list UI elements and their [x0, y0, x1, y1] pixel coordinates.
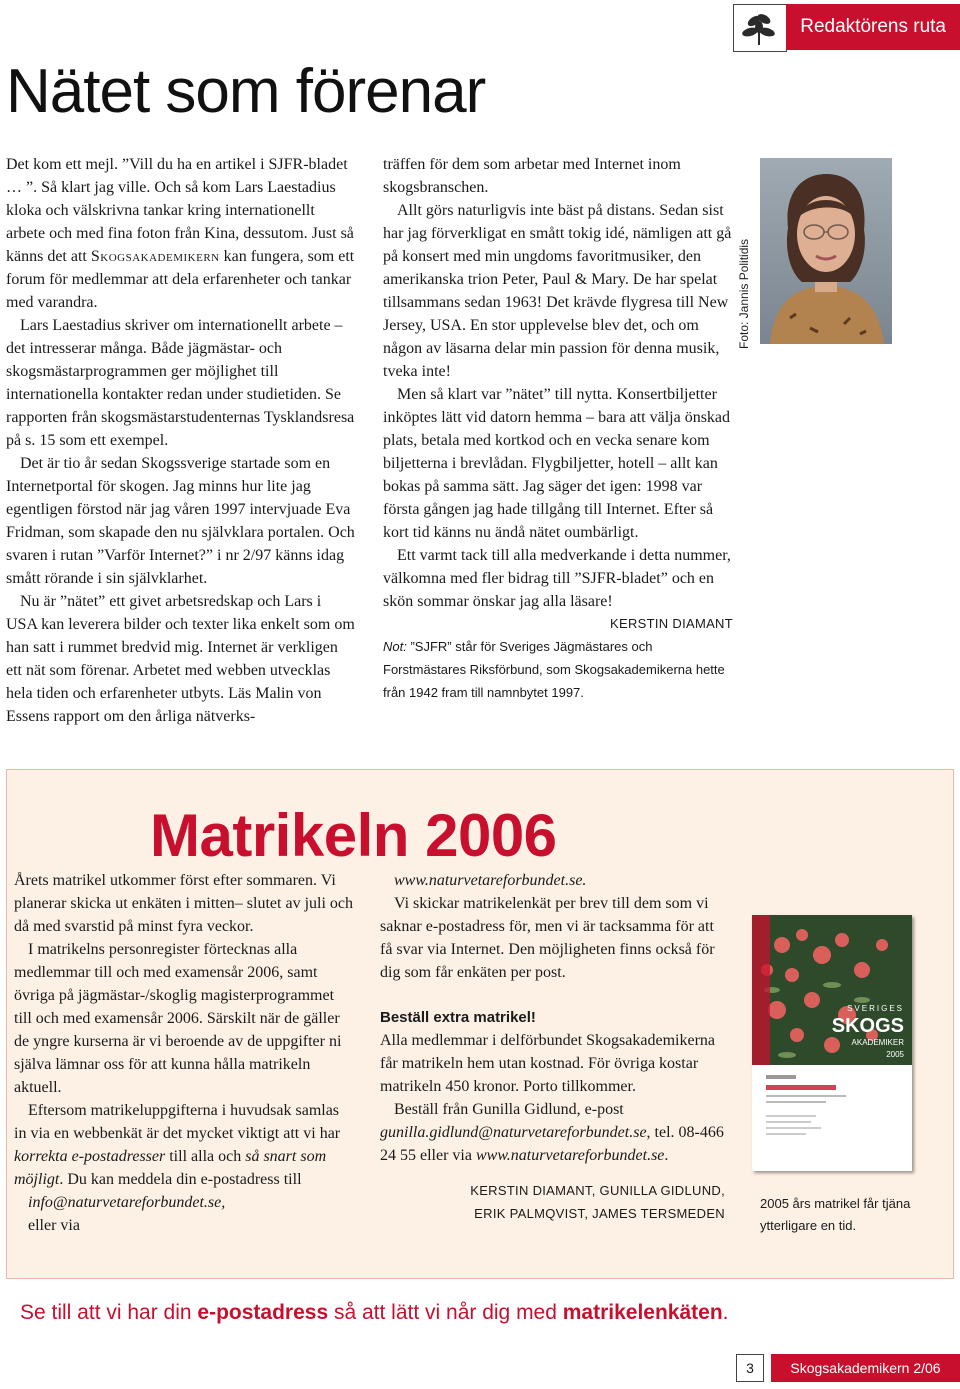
- cover-text-4: 2005: [886, 1050, 904, 1059]
- photo-credit-text: Foto: Jannis Politidis: [737, 238, 751, 349]
- footnote-text: ”SJFR” står för Sveriges Jägmästares och Forstmästares Riksförbund, som Skogsakademikerna hette från 1942 fram till namnbytet 1997.: [383, 639, 725, 700]
- matrikel-paragraph: [14, 1099, 354, 1191]
- text-run: . Du kan meddela din e-postadress till: [59, 1171, 302, 1188]
- text-run: så att lätt vi når dig med: [328, 1301, 563, 1324]
- matrikel-signature: [380, 1179, 725, 1225]
- cover-text-3: AKADEMIKER: [851, 1038, 904, 1047]
- text-run: Beställ från Gunilla Gidlund, e-post: [394, 1101, 624, 1118]
- cover-text-1: SVERIGES: [847, 1004, 904, 1013]
- publication-footer: Skogsakademikern 2/06: [771, 1354, 960, 1382]
- publication-name: Skogsakademikern: [90, 248, 220, 265]
- article-paragraph: Allt görs naturligvis inte bäst på distans. Sedan sist har jag förverkligat en smått tokig idé, nämligen att gå på konsert med min ungdoms favoritmusiker, den amerikanska trion Peter, Paul & Mary. De har spelat tillsammans sedan 1963! Det krävde flygresa till New Jersey, USA. En stor upplevelse blev det, och om någon av läsarna delar min passion för denna musik, tveka inte!: [383, 202, 732, 380]
- photo-credit: [736, 238, 752, 350]
- section-label: Redaktörens ruta: [786, 4, 960, 50]
- text-run: .: [722, 1301, 729, 1324]
- matrikel-cover: [752, 915, 912, 1171]
- matrikel-column-2: [380, 869, 725, 1225]
- footnote: [383, 635, 733, 704]
- matrikel-paragraph: I matrikelns personregister förtecknas alla medlemmar till och med examensår 2006, samt övriga på jägmästar-/skoglig magisterprogrammet till och med examensår 2006. Särskilt när de gäller de yngre kurserna är vi beroende av de uppgifter ni själva lämnar oss för att kunna hålla matrikeln aktuell.: [14, 941, 342, 1096]
- author-portrait: [760, 158, 892, 344]
- text-run: till alla och: [165, 1148, 246, 1165]
- footnote-label: Not:: [383, 639, 407, 654]
- emphasis: matrikelenkäten: [562, 1301, 723, 1324]
- text-run: Se till att vi har din: [20, 1301, 198, 1324]
- author-signature: KERSTIN DIAMANT: [610, 616, 733, 631]
- portrait-image: [760, 158, 892, 344]
- matrikel-paragraph: Årets matrikel utkommer först efter sommaren. Vi planerar skicka ut enkäten i mitten– slutet av juli och då med svarstid på minst fyra veckor.: [14, 872, 354, 935]
- matrikel-paragraph: Vi skickar matrikelenkät per brev till dem som vi saknar e-postadress för, men vi är tacksamma för att få svar via Internet. Den möjligheten finns också för dig som får enkäten per post.: [380, 895, 715, 981]
- email-link[interactable]: info@naturvetareforbundet.se,: [28, 1194, 226, 1211]
- email-link[interactable]: gunilla.gidlund@naturvetareforbundet.se: [380, 1124, 647, 1141]
- pine-branch-icon: [734, 5, 786, 51]
- emphasis: så snart som möjligt: [14, 1148, 327, 1188]
- logo: [733, 4, 787, 52]
- matrikel-paragraph: [380, 1098, 725, 1167]
- web-link[interactable]: www.naturvetareforbundet.se: [475, 1147, 665, 1164]
- article-paragraph: Ett varmt tack till alla medverkande i detta nummer, välkomna med fler bidrag till ”SJFR-bladet” och en skön sommar önskar jag alla läsare!: [383, 547, 731, 610]
- article-paragraph: Lars Laestadius skriver om internationellt arbete – det intresserar många. Både jägmästar- och skogsmästarprogrammen ger möjlighet till internationella kontakter redan under studietiden. Se rapporten från skogsmästarstudenternas Tysklandsresa på s. 15 som ett exempel.: [6, 317, 355, 449]
- page-number: 3: [736, 1354, 764, 1382]
- article-column-1: [6, 153, 356, 728]
- article-column-2: [383, 153, 733, 704]
- web-line: [380, 869, 725, 892]
- article-paragraph: träffen för dem som arbetar med Internet inom skogsbranschen.: [383, 156, 681, 196]
- cover-image: [752, 915, 912, 1171]
- article-paragraph: [6, 153, 356, 314]
- text-run: , tel. 08-466 24 55 eller via: [380, 1124, 724, 1164]
- article-title: Nätet som förenar: [6, 57, 486, 126]
- signature-line: ERIK PALMQVIST, JAMES TERSMEDEN: [474, 1206, 725, 1221]
- text-run: kan fungera, som ett forum för medlemmar att dela erfarenheter och tankar med varandra.: [6, 248, 355, 311]
- emphasis: korrekta e-postadresser: [14, 1148, 166, 1165]
- article-paragraph: Men så klart var ”nätet” till nytta. Konsertbiljetter inköptes lätt vid datorn hemma – bara att välja önskad plats, betala med kortkod och en vecka senare kom biljetterna i brevlådan. Flygbiljetter, hotell – allt kan bokas på samma sätt. Jag säger det igen: 1998 var första gången jag hade tillgång till Internet. Efter så kort tid känns nu ändå nätet oumbärligt.: [383, 386, 731, 541]
- text-run: Eftersom matrikeluppgifterna i huvudsak samlas in via en webbenkät är det mycket viktigt att vi har: [14, 1102, 341, 1142]
- matrikel-paragraph: eller via: [28, 1217, 80, 1234]
- text-run: Det kom ett mejl. ”Vill du ha en artikel i SJFR-bladet … ”. Så klart jag ville. Och så kom Lars Laestadius kloka och välskrivna tankar kring internationellt arbete och med fina foton från Kina, dessutom. Just så känns det att: [6, 156, 354, 265]
- matrikel-paragraph: Alla medlemmar i delförbundet Skogsakademikerna får matrikeln hem utan kostnad. För övriga kostar matrikeln 450 kronor. Porto tillkommer.: [380, 1032, 716, 1095]
- matrikel-column-1: [14, 869, 354, 1237]
- cover-caption: 2005 års matrikel får tjäna ytterligare en tid.: [760, 1196, 911, 1233]
- matrikel-title: Matrikeln 2006: [150, 802, 557, 869]
- article-paragraph: Det är tio år sedan Skogssverige startade som en Internetportal för skogen. Jag minns hur lite jag egentligen förstod när jag våren 1997 intervjuade Eva Fridman, som skapade den nu självklara portalen. Och svaren i rutan ”Varför Internet?” i nr 2/97 känns idag smått rörande i sin självklarhet.: [6, 455, 355, 587]
- article-paragraph: Nu är ”nätet” ett givet arbetsredskap och Lars i USA kan leverera bilder och texter lika enkelt som om han satt i rummet bredvid mig. Internet är verkligen ett nät som förenar. Arbetet med webben utvecklas hela tiden och erfarenheter utbyts. Läs Malin von Essens rapport om den årliga nätverks-: [6, 593, 355, 725]
- matrikel-subheading: Beställ extra matrikel!: [380, 1009, 536, 1026]
- cover-text-2: SKOGS: [831, 1015, 904, 1037]
- web-link[interactable]: www.naturvetareforbundet.se.: [394, 872, 587, 889]
- emphasis: e-postadress: [197, 1301, 329, 1324]
- text-run: .: [664, 1147, 669, 1164]
- call-to-action: [20, 1301, 729, 1325]
- signature-line: KERSTIN DIAMANT, GUNILLA GIDLUND,: [470, 1183, 725, 1198]
- email-line: [14, 1191, 354, 1214]
